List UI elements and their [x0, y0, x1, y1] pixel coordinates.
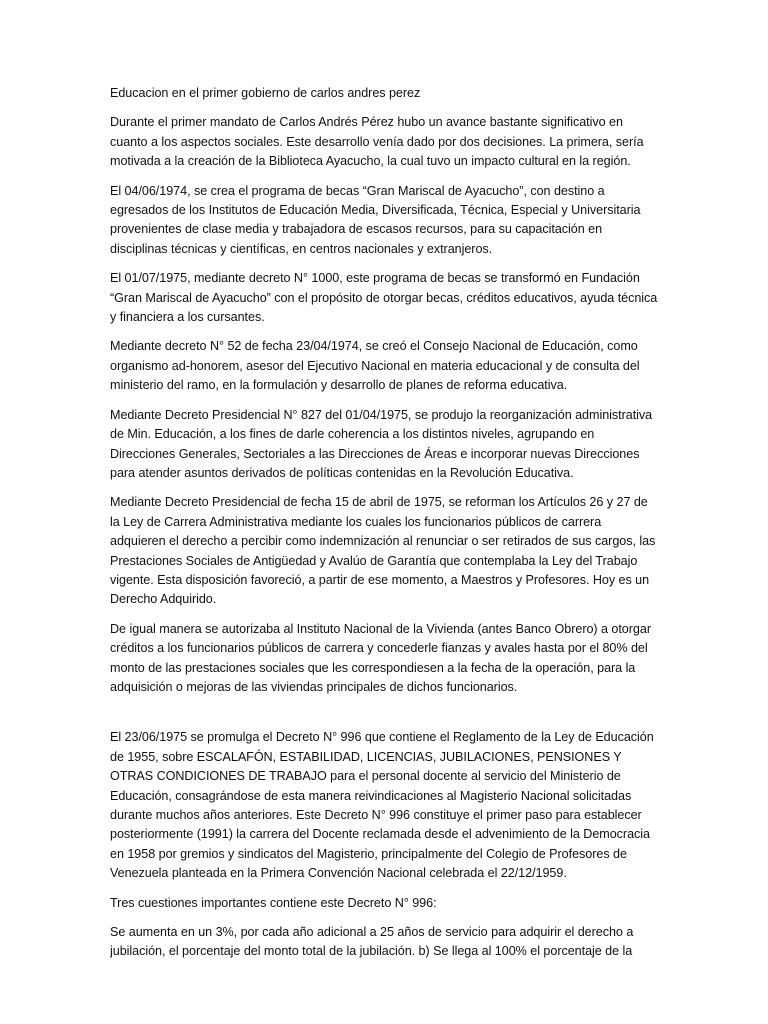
paragraph-programa-becas: El 04/06/1974, se crea el programa de becas “Gran Mariscal de Ayacucho”, con destino a egresados de los Institutos de Educación Media, Diversificada, Técnica, Especial y Universitaria provenientes de clase media y trabajadora de escasos recursos, para su capacitación en disciplinas técnicas y científicas, en centros nacionales y extranjeros.: [110, 183, 641, 256]
paragraph-reorganizacion: Mediante Decreto Presidencial N° 827 del 01/04/1975, se produjo la reorganización administrativa de Min. Educación, a los fines de darle coherencia a los distintos niveles, agrupando en Direcciones Generales, Sectoriales a las Direcciones de Áreas e incorporar nuevas Direcciones para atender asuntos derivados de políticas contenidas en la Revolución Educativa.: [110, 407, 653, 480]
paragraph-vivienda: De igual manera se autorizaba al Instituto Nacional de la Vivienda (antes Banco Obrero) a otorgar créditos a los funcionarios públicos de carrera y concederle fianzas y avales hasta por el 80% del monto de las prestaciones sociales que les correspondiesen a la fecha de la operación, para la adquisición o mejoras de las viviendas principales de dichos funcionarios.: [110, 621, 651, 694]
document-page: [110, 84, 658, 1024]
paragraph-consejo-nacional: Mediante decreto N° 52 de fecha 23/04/1974, se creó el Consejo Nacional de Educación, como organismo ad-honorem, asesor del Ejecutivo Nacional en materia educacional y de consulta del ministerio del ramo, en la formulación y desarrollo de planes de reforma educativa.: [110, 339, 640, 393]
paragraph-tres-cuestiones: Tres cuestiones importantes contiene este Decreto N° 996:: [110, 895, 437, 910]
paragraph-biblioteca-ayacucho: Durante el primer mandato de Carlos Andrés Pérez hubo un avance bastante significativo en cuanto a los aspectos sociales. Este desarrollo venía dado por dos decisiones. La primera, sería motivada a la creación de la Biblioteca Ayacucho, la cual tuvo un impacto cultural en la región.: [110, 115, 644, 169]
paragraph-decreto-996: El 23/06/1975 se promulga el Decreto N° 996 que contiene el Reglamento de la Ley de Educación de 1955, sobre ESCALAFÓN, ESTABILIDAD, LICENCIAS, JUBILACIONES, PENSIONES Y OTRAS CONDICIONES DE TRABAJO para el personal docente al servicio del Ministerio de Educación, consagrándose de esta manera reivindicaciones al Magisterio Nacional solicitadas durante muchos años anteriores. Este Decreto N° 996 constituye el primer paso para establecer posteriormente (1991) la carrera del Docente reclamada desde el advenimiento de la Democracia en 1958 por gremios y sindicatos del Magisterio, principalmente del Colegio de Profesores de Venezuela planteada en la Primera Convención Nacional celebrada el 22/12/1959.: [110, 730, 654, 881]
paragraph-ley-carrera: Mediante Decreto Presidencial de fecha 15 de abril de 1975, se reforman los Artículos 26 y 27 de la Ley de Carrera Administrativa mediante los cuales los funcionarios públicos de carrera adquieren el derecho a percibir como indemnización al renunciar o ser retirados de sus cargos, las Prestaciones Sociales de Antigüedad y Avalúo de Garantía que contemplaba la Ley del Trabajo vigente. Esta disposición favoreció, a partir de ese momento, a Maestros y Profesores. Hoy es un Derecho Adquirido.: [110, 495, 656, 607]
document-title: Educacion en el primer gobierno de carlos andres perez: [110, 86, 421, 100]
paragraph-aumento-jubilacion: Se aumenta en un 3%, por cada año adicional a 25 años de servicio para adquirir el derecho a jubilación, el porcentaje del monto total de la jubilación. b) Se llega al 100% el porcentaje de la: [110, 925, 634, 959]
paragraph-fundacion-ayacucho: El 01/07/1975, mediante decreto N° 1000, este programa de becas se transformó en Fundación “Gran Mariscal de Ayacucho” con el propósito de otorgar becas, créditos educativos, ayuda técnica y financiera a los cursantes.: [110, 271, 658, 325]
